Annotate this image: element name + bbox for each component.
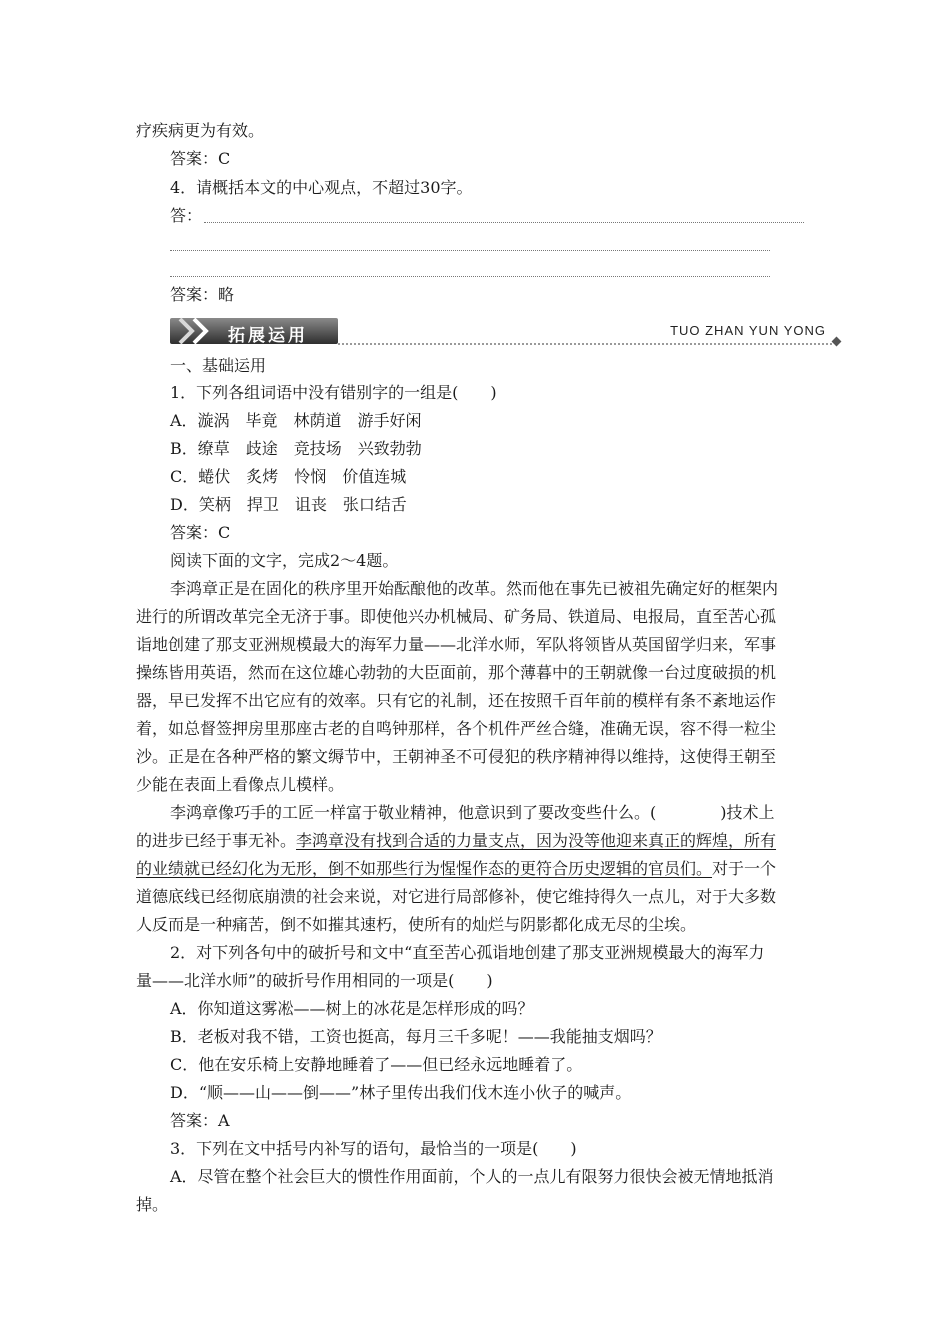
answer-line: 答案：C (170, 149, 231, 168)
passage-line (136, 830, 776, 852)
option-a: A．漩涡 毕竟 林荫道 游手好闲 (170, 411, 422, 430)
passage-line: 操练皆用英语，然而在这位雄心勃勃的大臣面前，那个薄暮中的王朝就像一台过度破损的机 (136, 663, 777, 682)
answer-line: 答案：略 (170, 285, 235, 304)
passage-line: 道德底线已经彻底崩溃的社会来说，对它进行局部修补，使它维持得久一点儿，对于大多数 (136, 887, 777, 906)
question-3: 3．下列在文中括号内补写的语句，最恰当的一项是( ) (170, 1139, 577, 1158)
question-2: 2．对下列各句中的破折号和文中“直至苦心孤诣地创建了那支亚洲规模最大的海军力 (170, 943, 765, 962)
passage-line: 沙。正是在各种严格的繁文缛节中，王朝神圣不可侵犯的秩序精神得以维持，这使得王朝至 (136, 747, 777, 766)
option-c: C．蜷伏 炙烤 怜悯 价值连城 (170, 467, 407, 486)
passage-line: 进行的所谓改革完全无济于事。即使他兴办机械局、矿务局、铁道局、电报局，直至苦心孤 (136, 607, 777, 626)
text-line: 疗疾病更为有效。 (136, 121, 265, 140)
banner-title: 拓展运用 (228, 326, 308, 346)
answer-blank-line (170, 250, 770, 251)
passage-line: 着，如总督签押房里那座古老的自鸣钟那样，各个机件严丝合缝，准确无误，容不得一粒尘 (136, 719, 777, 738)
passage-line: 李鸿章像巧手的工匠一样富于敬业精神，他意识到了要改变些什么。( )技术上 (170, 803, 775, 822)
option-a-cont: 掉。 (136, 1195, 169, 1214)
passage-line: 李鸿章正是在固化的秩序里开始酝酿他的改革。然而他在事先已被祖先确定好的框架内 (170, 579, 779, 598)
diamond-icon (832, 337, 842, 347)
passage-line: 诣地创建了那支亚洲规模最大的海军力量——北洋水师，军队将领皆从英国留学归来，军事 (136, 635, 777, 654)
answer-line: 答案：A (170, 1111, 230, 1130)
answer-blank-line (170, 276, 770, 277)
banner-rule (338, 343, 832, 345)
option-d: D．“顺——山——倒——”林子里传出我们伐木连小伙子的喊声。 (170, 1083, 632, 1102)
passage-text: 对于一个 (712, 859, 777, 878)
answer-blank-line (204, 222, 804, 223)
answer-prompt: 答： (170, 206, 203, 225)
question-2-cont: 量——北洋水师”的破折号作用相同的一项是( ) (136, 971, 493, 990)
option-a: A．尽管在整个社会巨大的惯性作用面前，个人的一点儿有限努力很快会被无情地抵消 (170, 1167, 774, 1186)
question-1: 1．下列各组词语中没有错别字的一组是( ) (170, 383, 497, 402)
underlined-text: 李鸿章没有找到合适的力量支点，因为没等他迎来真正的辉煌，所有 (296, 831, 777, 850)
question-4: 4．请概括本文的中心观点，不超过30字。 (170, 178, 473, 197)
section-heading: 一、基础运用 (170, 356, 267, 375)
passage-line: 器，早已发挥不出它应有的效率。只有它的礼制，还在按照千百年前的模样有条不紊地运作 (136, 691, 777, 710)
double-chevron-icon (174, 316, 226, 346)
passage-text: 的进步已经于事无补。 (136, 831, 297, 850)
option-d: D．笑柄 捍卫 诅丧 张口结舌 (170, 495, 407, 514)
reading-instruction: 阅读下面的文字，完成2～4题。 (170, 551, 399, 570)
banner-pinyin: TUO ZHAN YUN YONG (670, 323, 826, 338)
underlined-text: 的业绩就已经幻化为无形，倒不如那些行为惺惺作态的更符合历史逻辑的官员们。 (136, 859, 713, 878)
option-b: B．缭草 歧途 竞技场 兴致勃勃 (170, 439, 422, 458)
section-banner (170, 316, 840, 346)
option-a: A．你知道这雾凇——树上的冰花是怎样形成的吗？ (170, 999, 534, 1018)
answer-line: 答案：C (170, 523, 231, 542)
option-b: B．老板对我不错，工资也挺高，每月三千多呢！——我能抽支烟吗？ (170, 1027, 662, 1046)
passage-line (136, 858, 776, 880)
passage-line: 少能在表面上看像点儿模样。 (136, 775, 345, 794)
passage-line: 人反而是一种痛苦，倒不如摧其速朽，使所有的灿烂与阴影都化成无尽的尘埃。 (136, 915, 697, 934)
option-c: C．他在安乐椅上安静地睡着了——但已经永远地睡着了。 (170, 1055, 583, 1074)
